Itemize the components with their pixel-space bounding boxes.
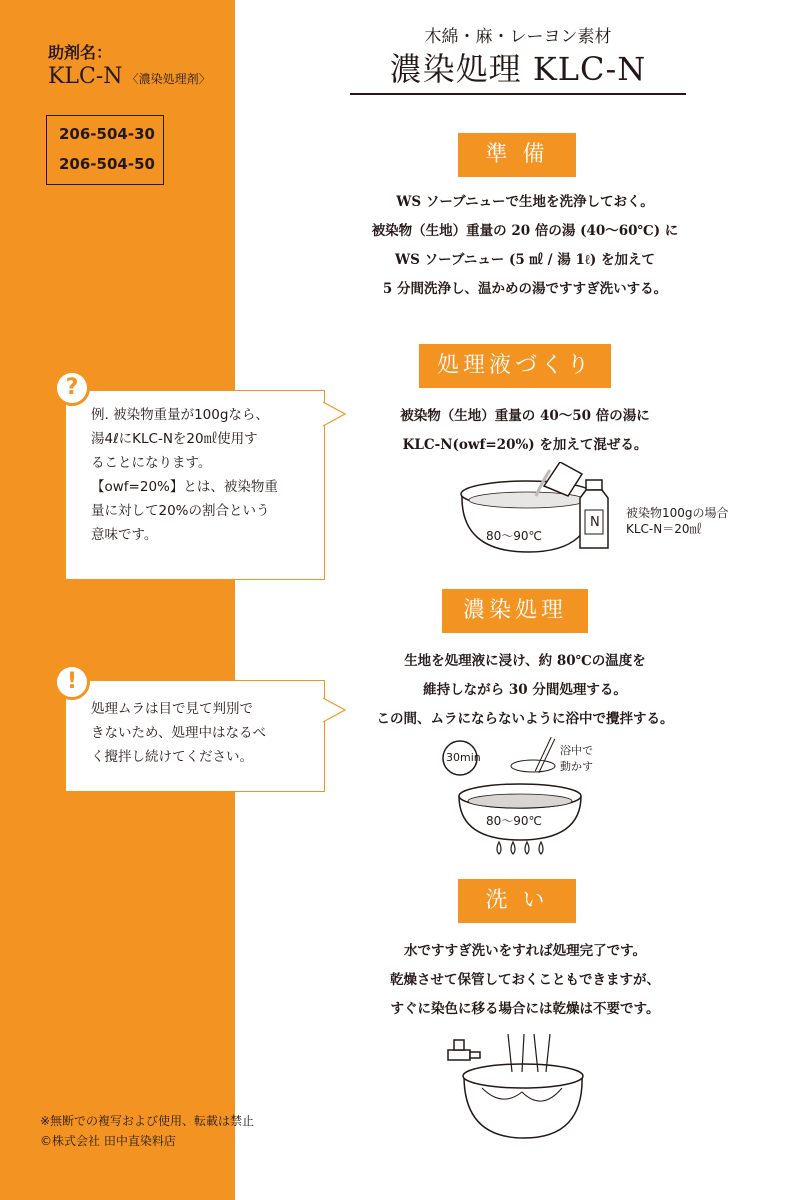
product-code-box — [46, 115, 164, 185]
callout-tail — [323, 400, 349, 430]
product-code: 206-504-30 — [59, 125, 155, 143]
body-line: すぐに染色に移る場合には乾燥は不要です。 — [390, 1001, 660, 1017]
body-line: 5 分間洗浄し、温かめの湯ですすぎ洗いする。 — [382, 281, 668, 297]
dosage-note-line1: 被染物100gの場合 — [626, 506, 729, 520]
bottle-letter: N — [590, 515, 600, 530]
copyright-notice: ※無断での複写および使用、転載は禁止 — [40, 1114, 255, 1128]
exclamation-icon: ! — [54, 664, 90, 700]
body-line: 被染物（生地）重量の 40～50 倍の湯に — [400, 408, 650, 424]
body-line: 水ですすぎ洗いをすれば処理完了です。 — [403, 943, 647, 959]
company-credit: ©株式会社 田中直染料店 — [40, 1134, 176, 1148]
callout-tail — [323, 696, 349, 726]
body-line: 被染物（生地）重量の 20 倍の湯 (40～60℃) に — [371, 223, 679, 239]
question-icon: ? — [54, 370, 90, 406]
callout-line: く攪拌し続けてください。 — [91, 749, 253, 765]
example-callout — [65, 390, 325, 580]
callout-line: ることになります。 — [91, 455, 212, 471]
product-code: 206-504-50 — [59, 155, 155, 173]
bowl-temperature-label: 80～90℃ — [486, 529, 543, 543]
body-line: WS ソーブニューで生地を洗浄しておく。 — [396, 194, 654, 210]
agent-label: 助剤名： — [48, 43, 113, 62]
page-title: 濃染処理 KLC-N — [389, 50, 647, 88]
body-line: 維持しながら 30 分間処理する。 — [423, 682, 627, 698]
agent-name-main: KLC-N — [48, 64, 123, 89]
klc-n-bottle-icon — [576, 478, 612, 550]
agent-name — [48, 64, 211, 89]
callout-line: きないため、処理中はなるべ — [91, 725, 266, 741]
section-body-solution — [310, 402, 740, 460]
section-body-treatment — [310, 647, 740, 734]
dosage-note-line2: KLC-N＝20㎖ — [626, 522, 702, 536]
bowl-temperature-label: 80～90℃ — [486, 814, 543, 828]
section-heading-rinse: 洗 い — [458, 879, 576, 923]
callout-line: 量に対して20%の割合という — [91, 503, 270, 519]
section-body-prep — [310, 188, 740, 304]
rinse-illustration — [442, 1030, 602, 1145]
title-underline — [350, 93, 686, 95]
page-subtitle: 木綿・麻・レーヨン素材 — [424, 27, 612, 47]
body-line: KLC-N(owf=20%) を加えて混ぜる。 — [402, 437, 648, 453]
example-callout-text — [66, 391, 324, 557]
section-heading-prep: 準 備 — [458, 133, 576, 177]
callout-line: 【owf=20%】とは、被染物重 — [91, 479, 278, 495]
section-body-rinse — [310, 937, 740, 1024]
section-heading-treatment: 濃染処理 — [442, 589, 588, 633]
section-heading-solution: 処理液づくり — [419, 344, 611, 388]
body-line: この間、ムラにならないように浴中で攪拌する。 — [376, 711, 674, 727]
stir-note-line1: 浴中で — [560, 744, 593, 757]
callout-line: 湯4ℓにKLC-Nを20㎖使用す — [91, 431, 258, 447]
callout-line: 処理ムラは目で見て判別で — [91, 701, 253, 717]
timer-label: 30min — [446, 751, 481, 764]
body-line: 生地を処理液に浸け、約 80℃の温度を — [404, 653, 646, 669]
body-line: WS ソーブニュー (5 ㎖ / 湯 1ℓ) を加えて — [394, 252, 655, 268]
callout-line: 例. 被染物重量が100gなら、 — [91, 407, 269, 423]
stir-icon — [505, 734, 565, 778]
callout-line: 意味です。 — [91, 527, 158, 543]
warning-callout — [65, 680, 325, 792]
warning-callout-text — [66, 681, 324, 779]
stir-note-line2: 動かす — [560, 760, 593, 773]
body-line: 乾燥させて保管しておくこともできますが、 — [390, 972, 660, 988]
agent-name-sub: 〈濃染処理剤〉 — [126, 72, 211, 86]
